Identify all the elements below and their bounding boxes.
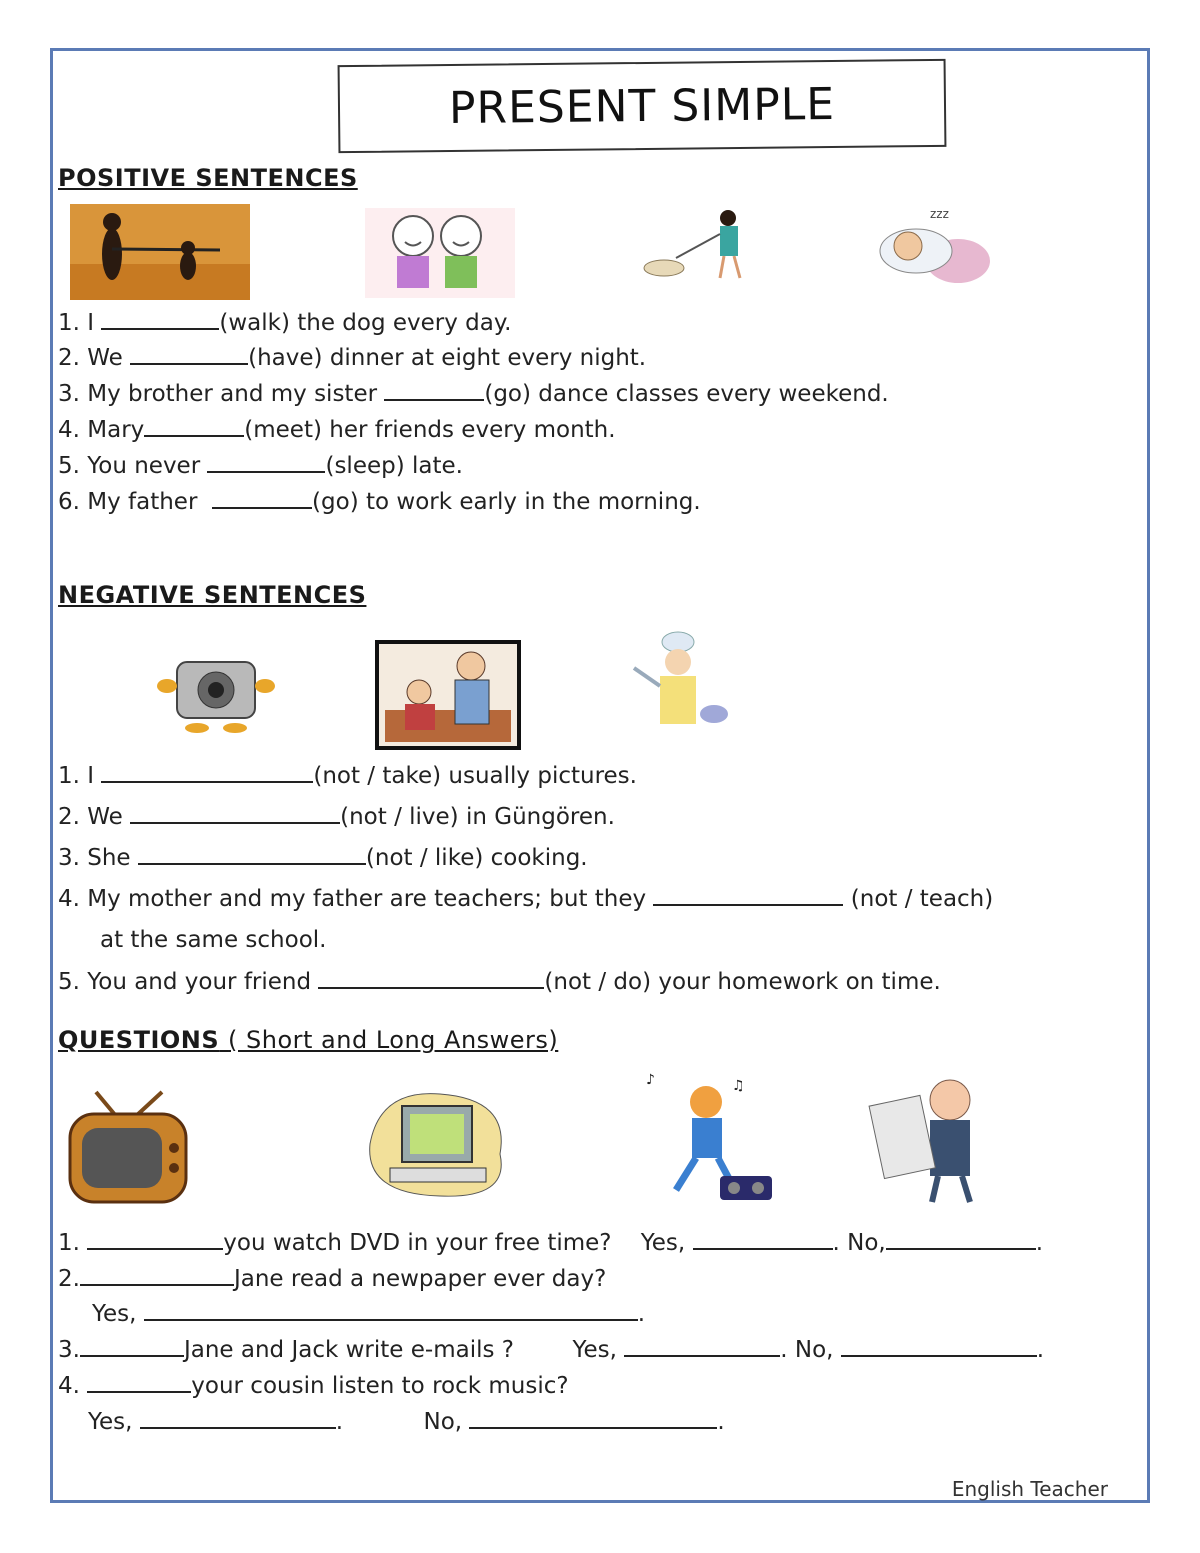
answer-blank[interactable]: [80, 1354, 184, 1357]
answer-blank[interactable]: [207, 470, 325, 473]
positive-item-5: 5. You never (sleep) late.: [58, 453, 463, 479]
yes-answer-blank[interactable]: [624, 1354, 780, 1357]
question-3: 3. Jane and Jack write e-mails ? Yes, . No, .: [58, 1337, 1045, 1363]
negative-item-1: 1. I (not / take) usually pictures.: [58, 763, 637, 789]
walking-dog-picture: [70, 204, 250, 300]
question-4: 4. your cousin listen to rock music?: [58, 1373, 569, 1399]
questions-heading: QUESTIONS ( Short and Long Answers): [58, 1026, 559, 1054]
negative-item-5: 5. You and your friend (not / do) your homework on time.: [58, 969, 941, 995]
negative-item-2: 2. We (not / live) in Güngören.: [58, 804, 615, 830]
no-answer-blank[interactable]: [469, 1426, 717, 1429]
page-title: PRESENT SIMPLE: [338, 59, 947, 153]
positive-item-2: 2. We (have) dinner at eight every night.: [58, 345, 647, 371]
footer-signature: English Teacher: [951, 1477, 1108, 1501]
positive-item-3: 3. My brother and my sister (go) dance classes every weekend.: [58, 381, 889, 407]
positive-item-1: 1. I (walk) the dog every day.: [58, 310, 512, 336]
answer-blank[interactable]: [130, 362, 248, 365]
negative-heading: NEGATIVE SENTENCES: [58, 581, 367, 609]
svg-text:zzz: zzz: [930, 207, 949, 221]
dancing-music-picture: [636, 1070, 782, 1204]
positive-heading: POSITIVE SENTENCES: [58, 164, 358, 192]
yes-answer-blank[interactable]: [693, 1247, 833, 1250]
sleeping-person-picture: [868, 206, 998, 288]
negative-item-3: 3. She (not / like) cooking.: [58, 845, 588, 871]
svg-text:♪: ♪: [646, 1072, 655, 1088]
no-answer-blank[interactable]: [886, 1247, 1036, 1250]
friends-picture: [365, 208, 515, 298]
no-answer-blank[interactable]: [841, 1354, 1037, 1357]
question-2-answer: Yes, .: [92, 1301, 646, 1327]
negative-item-4-continued: at the same school.: [100, 927, 327, 953]
yes-answer-blank[interactable]: [140, 1426, 336, 1429]
answer-blank[interactable]: [87, 1390, 191, 1393]
television-picture: [66, 1086, 192, 1208]
answer-blank[interactable]: [101, 327, 219, 330]
positive-item-6: 6. My father (go) to work early in the morning.: [58, 489, 701, 515]
answer-blank[interactable]: [384, 398, 484, 401]
answer-blank[interactable]: [653, 903, 843, 906]
camera-picture: [155, 636, 277, 736]
answer-blank[interactable]: [144, 434, 244, 437]
positive-item-4: 4. Mary (meet) her friends every month.: [58, 417, 616, 443]
cook-picture: [620, 628, 738, 732]
question-2: 2. Jane read a newpaper ever day?: [58, 1266, 607, 1292]
answer-blank[interactable]: [130, 821, 340, 824]
girl-walking-dog-picture: [636, 206, 766, 290]
answer-blank[interactable]: [212, 506, 312, 509]
teacher-picture: [375, 640, 521, 750]
answer-blank[interactable]: [87, 1247, 223, 1250]
yes-answer-blank[interactable]: [144, 1318, 638, 1321]
newspaper-reader-picture: [866, 1070, 996, 1206]
svg-text:♫: ♫: [732, 1078, 745, 1094]
answer-blank[interactable]: [138, 862, 366, 865]
question-4-answer: Yes, . No, .: [88, 1409, 725, 1435]
question-1: 1. you watch DVD in your free time? Yes, . No, .: [58, 1230, 1044, 1256]
answer-blank[interactable]: [80, 1283, 234, 1286]
answer-blank[interactable]: [101, 780, 313, 783]
negative-item-4: 4. My mother and my father are teachers; but they (not / teach): [58, 886, 994, 912]
answer-blank[interactable]: [318, 986, 544, 989]
computer-picture: [360, 1084, 510, 1204]
